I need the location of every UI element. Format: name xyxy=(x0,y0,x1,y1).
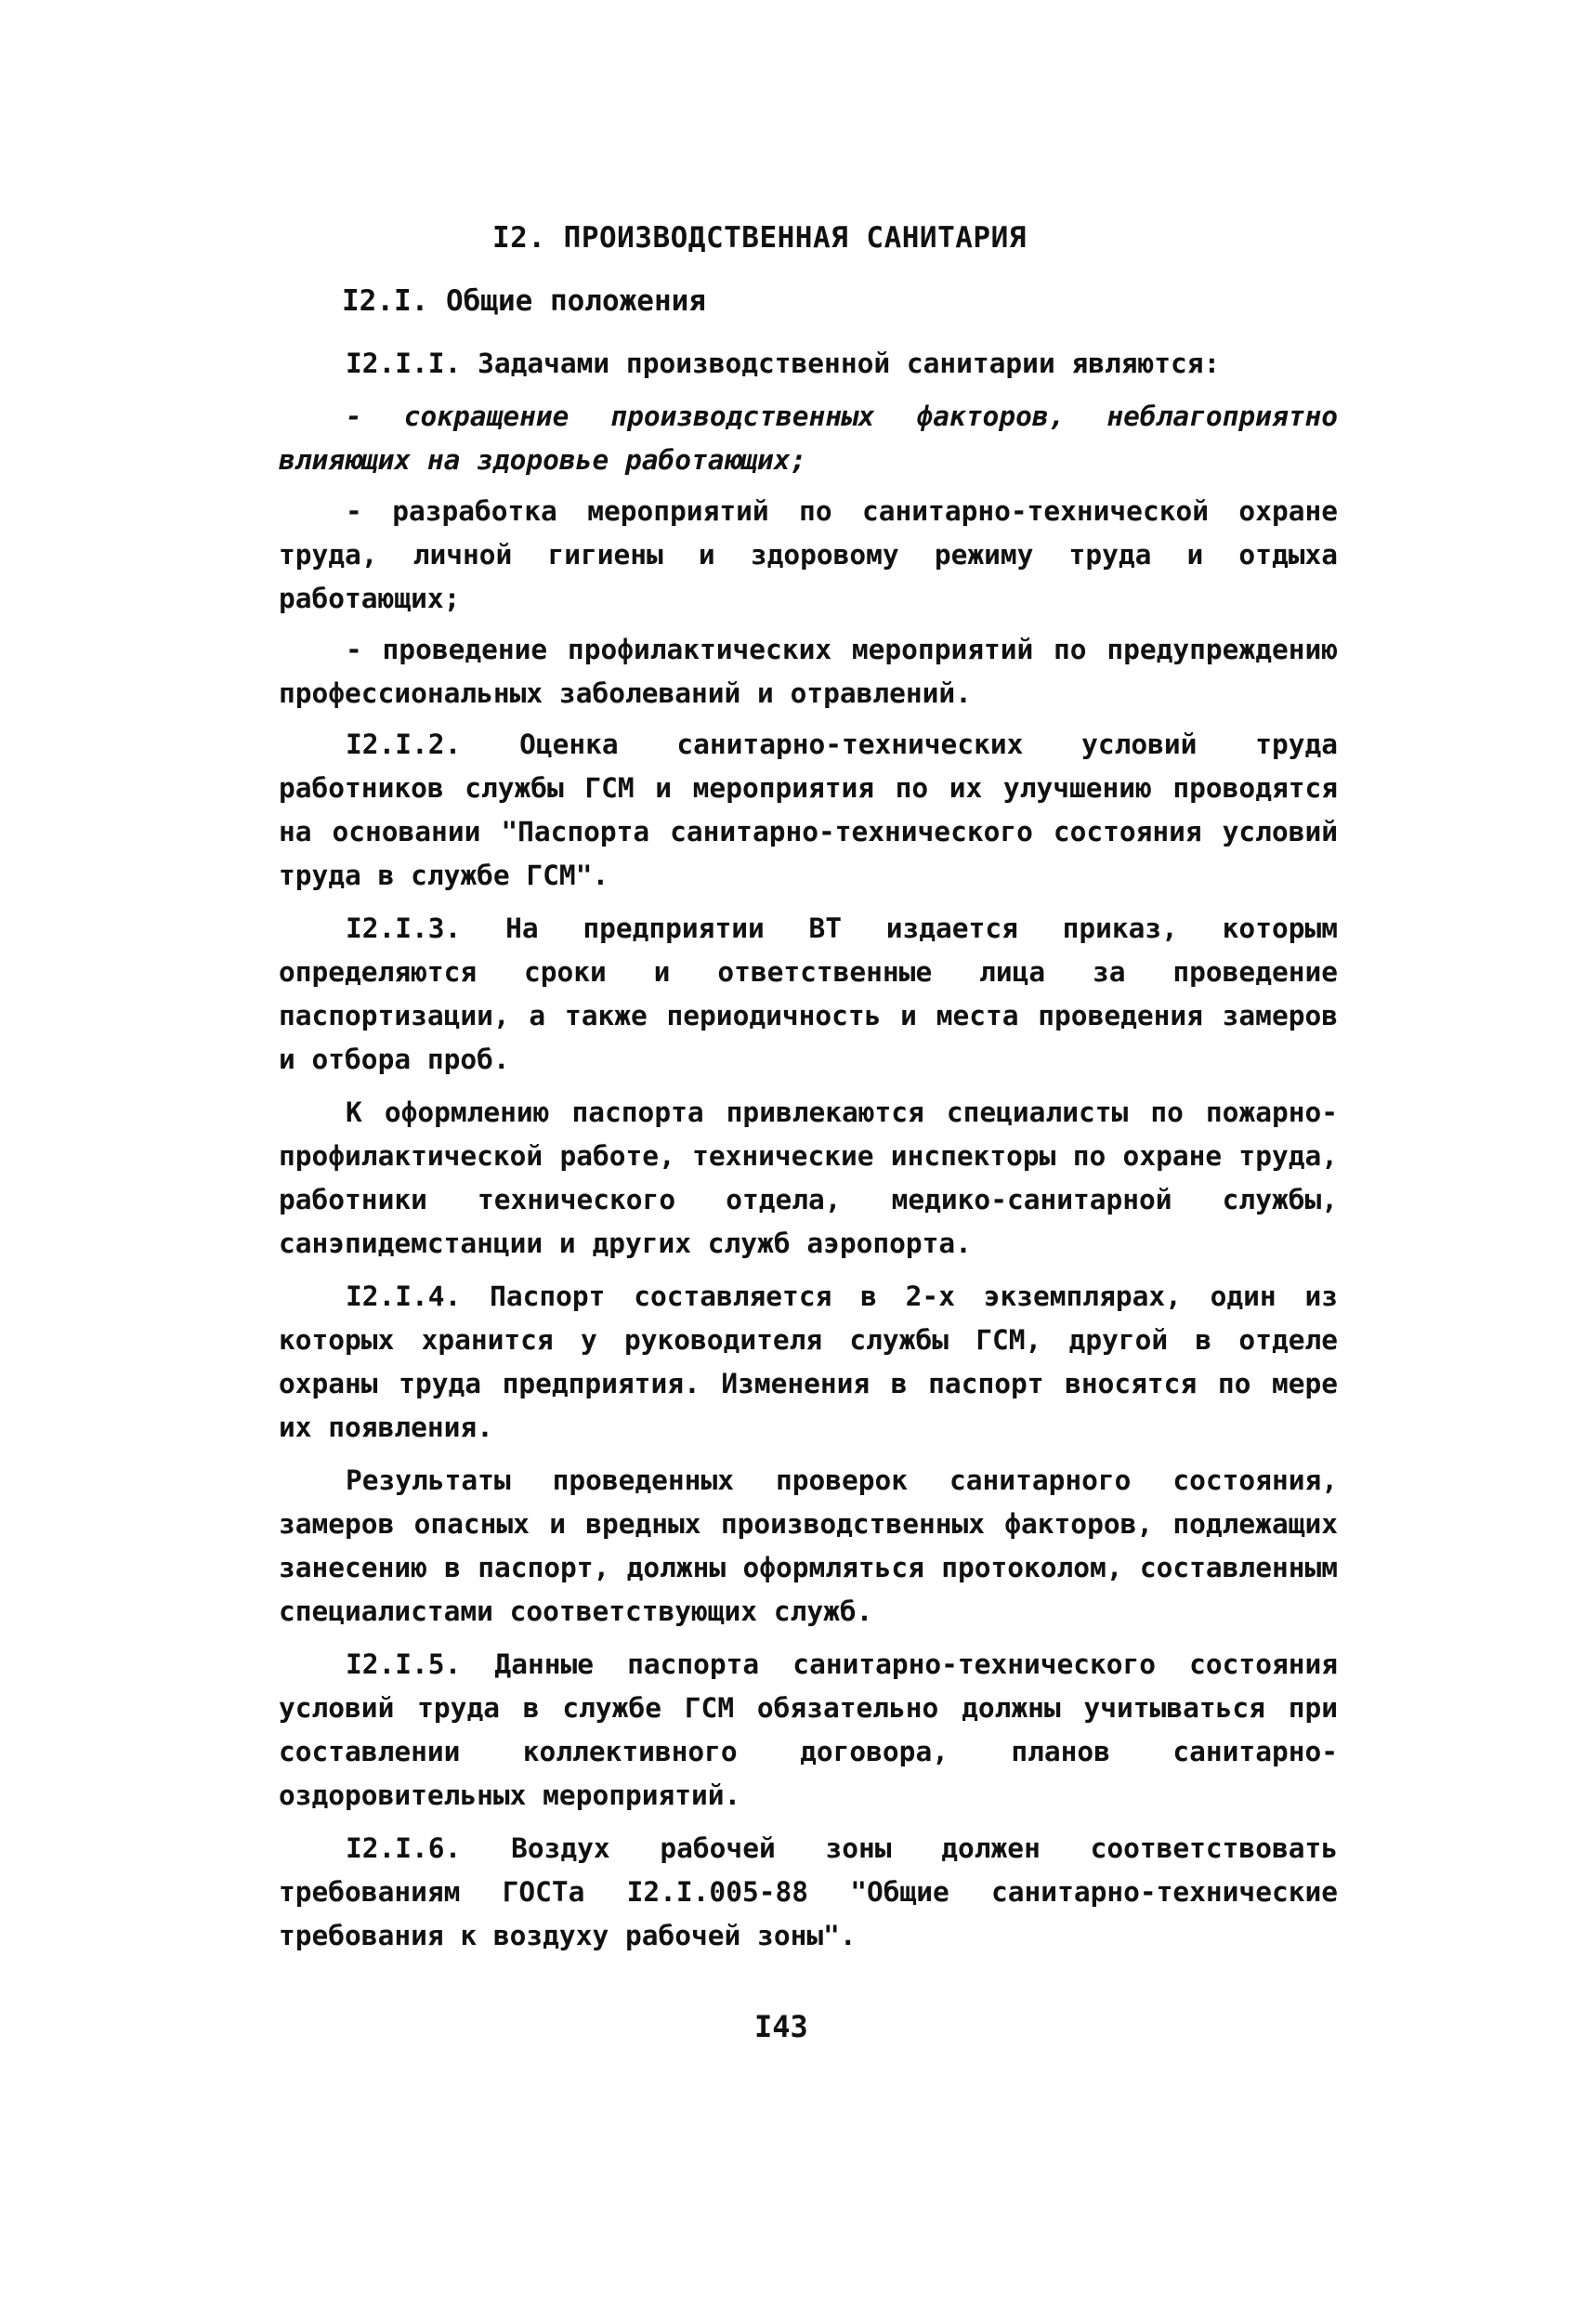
paragraph-12-1-1: I2.I.I. Задачами производственной санитарии являются: xyxy=(346,348,1221,379)
list-item-reduction: - сокращение производственных факторов, неблагоприятно влияющих на здоровье работающих; xyxy=(279,400,1338,476)
paragraph-12-1-3: I2.I.3. На предприятии ВТ издается приказ, которым определяются сроки и ответственные лица за проведение паспортизации, а также периодичность и места проведения замеров и отбора проб. xyxy=(279,913,1338,1075)
paragraph-12-1-4: I2.I.4. Паспорт составляется в 2-х экземплярах, один из которых хранится у руководителя службы ГСМ, другой в отделе охраны труда предприятия. Изменения в паспорт вносятся по мере их появления. xyxy=(279,1280,1338,1443)
paragraph-12-1-5: I2.I.5. Данные паспорта санитарно-технического состояния условий труда в службе ГСМ обязательно должны учитываться при составлении коллективного договора, планов санитарно-оздоровительных мероприятий. xyxy=(279,1648,1338,1811)
body-text xyxy=(279,342,1338,1967)
paragraph-12-1-6: I2.I.6. Воздух рабочей зоны должен соответствовать требованиям ГОСТа I2.I.005-88 "Общие санитарно-технические требования к воздуху рабочей зоны". xyxy=(279,1832,1338,1951)
page-number: I43 xyxy=(754,2009,808,2044)
subsection-title: I2.I. Общие положения xyxy=(342,284,706,318)
paragraph-12-1-2: I2.I.2. Оценка санитарно-технических условий труда работников службы ГСМ и мероприятия по их улучшению проводятся на основании "Паспорта санитарно-технического состояния условий труда в службе ГСМ". xyxy=(279,729,1338,891)
list-item-development: - разработка мероприятий по санитарно-технической охране труда, личной гигиены и здоровому режиму труда и отдыха работающих; xyxy=(279,495,1338,614)
section-title: I2. ПРОИЗВОДСТВЕННАЯ САНИТАРИЯ xyxy=(492,221,1027,255)
list-item-prevention: - проведение профилактических мероприятий по предупреждению профессиональных заболеваний и отравлений. xyxy=(279,634,1338,709)
paragraph-inspection-results: Результаты проведенных проверок санитарного состояния, замеров опасных и вредных производственных факторов, подлежащих занесению в паспорт, должны оформляться протоколом, составленным специалистами соответствующих служб. xyxy=(279,1464,1338,1627)
paragraph-passport-specialists: К оформлению паспорта привлекаются специалисты по пожарно-профилактической работе, технические инспекторы по охране труда, работники технического отдела, медико-санитарной службы, санэпидемстанции и других служб аэропорта. xyxy=(279,1096,1338,1259)
